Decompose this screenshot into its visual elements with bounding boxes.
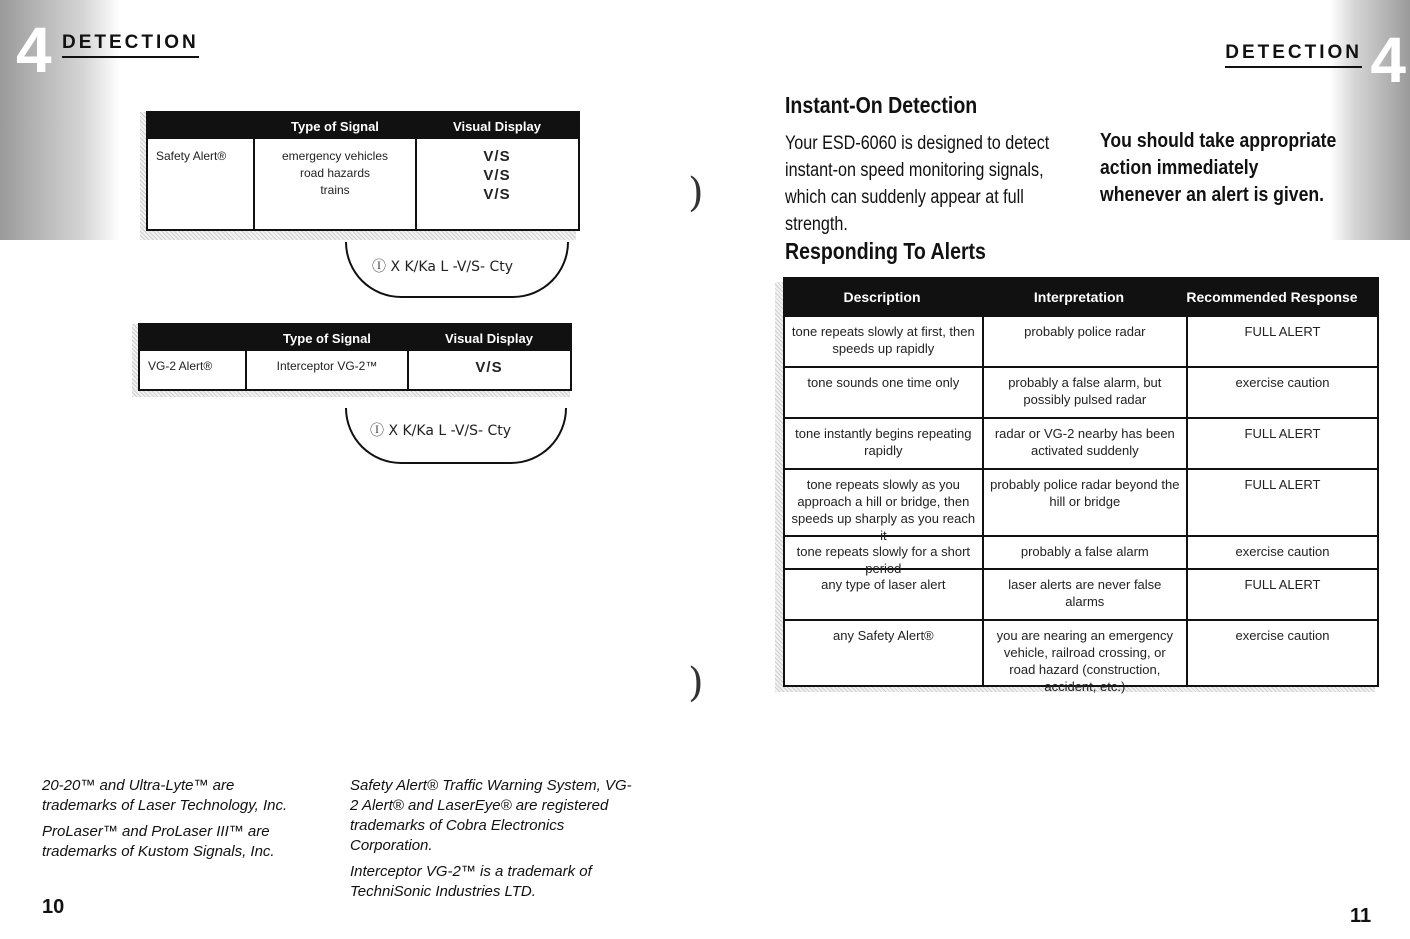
table1-display: V/S [483, 167, 511, 184]
row-interpretation: probably a false alarm [984, 537, 1188, 568]
row-description: tone repeats slowly at first, then speeds up rapidly [785, 317, 984, 366]
row-interpretation: laser alerts are never false alarms [984, 570, 1188, 619]
left-section-title: DETECTION [62, 32, 199, 53]
footnotes-col2 [350, 776, 635, 908]
row-response: FULL ALERT [1244, 577, 1321, 592]
row-response: FULL ALERT [1244, 426, 1321, 441]
table2-signal: Interceptor VG-2™ [276, 359, 378, 373]
heading-responding: Responding To Alerts [785, 238, 986, 264]
row-interpretation: probably police radar [984, 317, 1188, 366]
table-row [785, 468, 1377, 543]
row-description: tone repeats slowly as you approach a hill or bridge, then speeds up sharply as you reach it [785, 470, 984, 535]
left-page-number: 10 [42, 896, 65, 918]
col-response: Recommended Response [1186, 289, 1358, 305]
table1-header-display: Visual Display [453, 119, 541, 134]
heading-instant-on: Instant-On Detection [785, 92, 978, 118]
right-page [705, 0, 1410, 939]
binding-mark: ) [688, 660, 704, 706]
row-response: exercise caution [1235, 544, 1330, 559]
table-row [785, 568, 1377, 619]
col-description: Description [843, 289, 921, 305]
table-row [785, 366, 1377, 417]
emphasis-note: You should take appropriate action immediately whenever an alert is given. [1100, 130, 1337, 206]
alert-response-table [783, 277, 1379, 694]
table1-display: V/S [483, 148, 511, 165]
vg2-alert-table [138, 323, 572, 391]
table1-display: V/S [483, 186, 511, 203]
binding-mark: ) [688, 170, 704, 216]
table1-signal: trains [320, 183, 350, 197]
intro-paragraph: Your ESD-6060 is designed to detect instant-on speed monitoring signals, which can suddenly appear at full strength. [785, 133, 1050, 235]
row-interpretation: probably police radar beyond the hill or bridge [984, 470, 1188, 535]
footnote: Safety Alert® Traffic Warning System, VG-2 Alert® and LaserEye® are registered trademarks of Cobra Electronics Corporation. [350, 777, 632, 854]
alert-table-header [785, 279, 1377, 315]
row-response: exercise caution [1235, 628, 1330, 643]
footnote: ProLaser™ and ProLaser III™ are trademarks of Kustom Signals, Inc. [42, 823, 275, 860]
table2-header-signal: Type of Signal [283, 331, 371, 346]
safety-alert-table [146, 111, 580, 231]
table1-signals [255, 148, 415, 199]
col-interpretation: Interpretation [1033, 289, 1125, 305]
table1-label: Safety Alert® [156, 149, 227, 163]
table2-label: VG-2 Alert® [148, 359, 213, 373]
row-response: exercise caution [1235, 375, 1330, 390]
right-page-number: 11 [1350, 905, 1372, 927]
table-row [785, 619, 1377, 694]
footnotes-col1 [42, 776, 312, 868]
left-tab-number: 4 [16, 14, 52, 86]
table1-signal: road hazards [299, 166, 371, 180]
row-description: any type of laser alert [785, 570, 984, 619]
row-response: FULL ALERT [1244, 477, 1321, 492]
display-icons-1: Ⓘ X K/Ka L -V/S- Cty [372, 259, 514, 275]
table-row [785, 535, 1377, 576]
table1-displays [417, 147, 577, 204]
row-interpretation: radar or VG-2 nearby has been activated suddenly [984, 419, 1188, 468]
row-interpretation: you are nearing an emergency vehicle, railroad crossing, or road hazard (construction, accident, etc.) [984, 621, 1188, 685]
row-interpretation: probably a false alarm, but possibly pulsed radar [984, 368, 1188, 417]
display-icons-2: Ⓘ X K/Ka L -V/S- Cty [370, 423, 512, 439]
row-description: any Safety Alert® [785, 621, 984, 685]
table2-header [140, 325, 570, 351]
row-description: tone sounds one time only [785, 368, 984, 417]
right-section-title: DETECTION [1225, 42, 1362, 63]
footnote: 20-20™ and Ultra-Lyte™ are trademarks of Laser Technology, Inc. [42, 777, 288, 814]
table2-header-display: Visual Display [445, 331, 533, 346]
table-row [785, 417, 1377, 468]
table1-header-signal: Type of Signal [291, 119, 379, 134]
row-description: tone repeats slowly for a short period [785, 537, 984, 568]
footnote: Interceptor VG-2™ is a trademark of TechniSonic Industries LTD. [350, 863, 592, 900]
table2-display: V/S [475, 359, 503, 376]
table-row [785, 315, 1377, 366]
table1-header [148, 113, 578, 139]
row-description: tone instantly begins repeating rapidly [785, 419, 984, 468]
right-tab-number: 4 [1370, 24, 1406, 96]
table1-signal: emergency vehicles [281, 149, 389, 163]
row-response: FULL ALERT [1244, 324, 1321, 339]
